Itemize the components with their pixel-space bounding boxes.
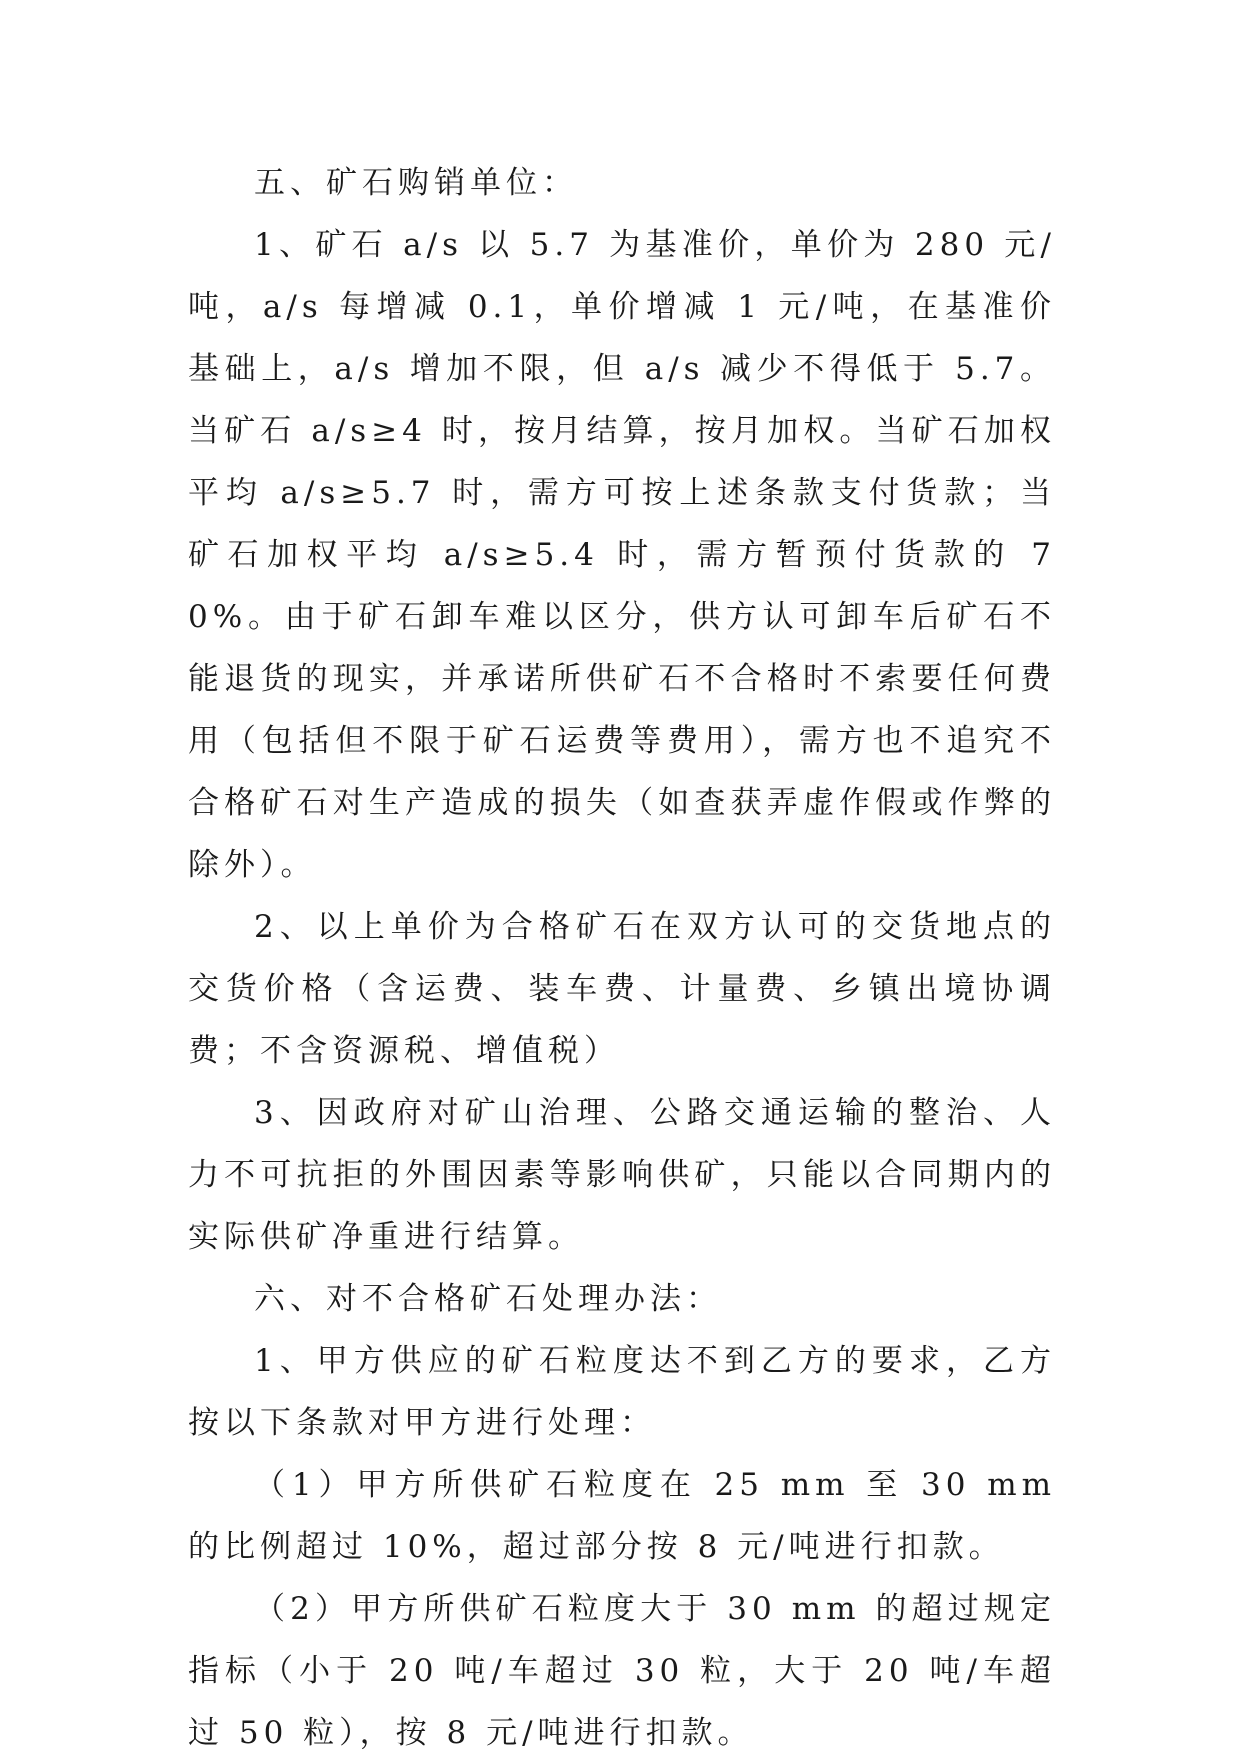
- section-heading-6: 六、对不合格矿石处理办法：: [254, 1281, 722, 1317]
- paragraph-5-1: 1、矿石 a/s 以 5.7 为基准价，单价为 280 元/吨，a/s 每增减 0.1，单价增减 1 元/吨，在基准价基础上，a/s 增加不限，但 a/s 减少不得低于 5.7。当矿石 a/s≥4 时，按月结算，按月加权。当矿石加权平均 a/s≥5.7 时，需方可按上述条款支付货款；当矿石加权平均 a/s≥5.4 时，需方暂预付货款的 70%。由于矿石卸车难以区分，供方认可卸车后矿石不能退货的现实，并承诺所供矿石不合格时不索要任何费用（包括但不限于矿石运费等费用），需方也不追究不合格矿石对生产造成的损失（如查获弄虚作假或作弊的除外）。: [188, 227, 1056, 883]
- document-page: [188, 152, 1056, 1764]
- paragraph-5-2: 2、以上单价为合格矿石在双方认可的交货地点的交货价格（含运费、装车费、计量费、乡镇出境协调费；不含资源税、增值税）: [188, 909, 1056, 1069]
- paragraph-6-1-1: （1）甲方所供矿石粒度在 25 mm 至 30 mm 的比例超过 10%，超过部分按 8 元/吨进行扣款。: [188, 1467, 1056, 1565]
- section-heading-5: 五、矿石购销单位：: [254, 165, 578, 201]
- paragraph-6-1-2: （2）甲方所供矿石粒度大于 30 mm 的超过规定指标（小于 20 吨/车超过 30 粒，大于 20 吨/车超过 50 粒），按 8 元/吨进行扣款。: [188, 1591, 1056, 1751]
- paragraph-5-3: 3、因政府对矿山治理、公路交通运输的整治、人力不可抗拒的外围因素等影响供矿，只能以合同期内的实际供矿净重进行结算。: [188, 1095, 1056, 1255]
- paragraph-6-1: 1、甲方供应的矿石粒度达不到乙方的要求，乙方按以下条款对甲方进行处理：: [188, 1343, 1056, 1441]
